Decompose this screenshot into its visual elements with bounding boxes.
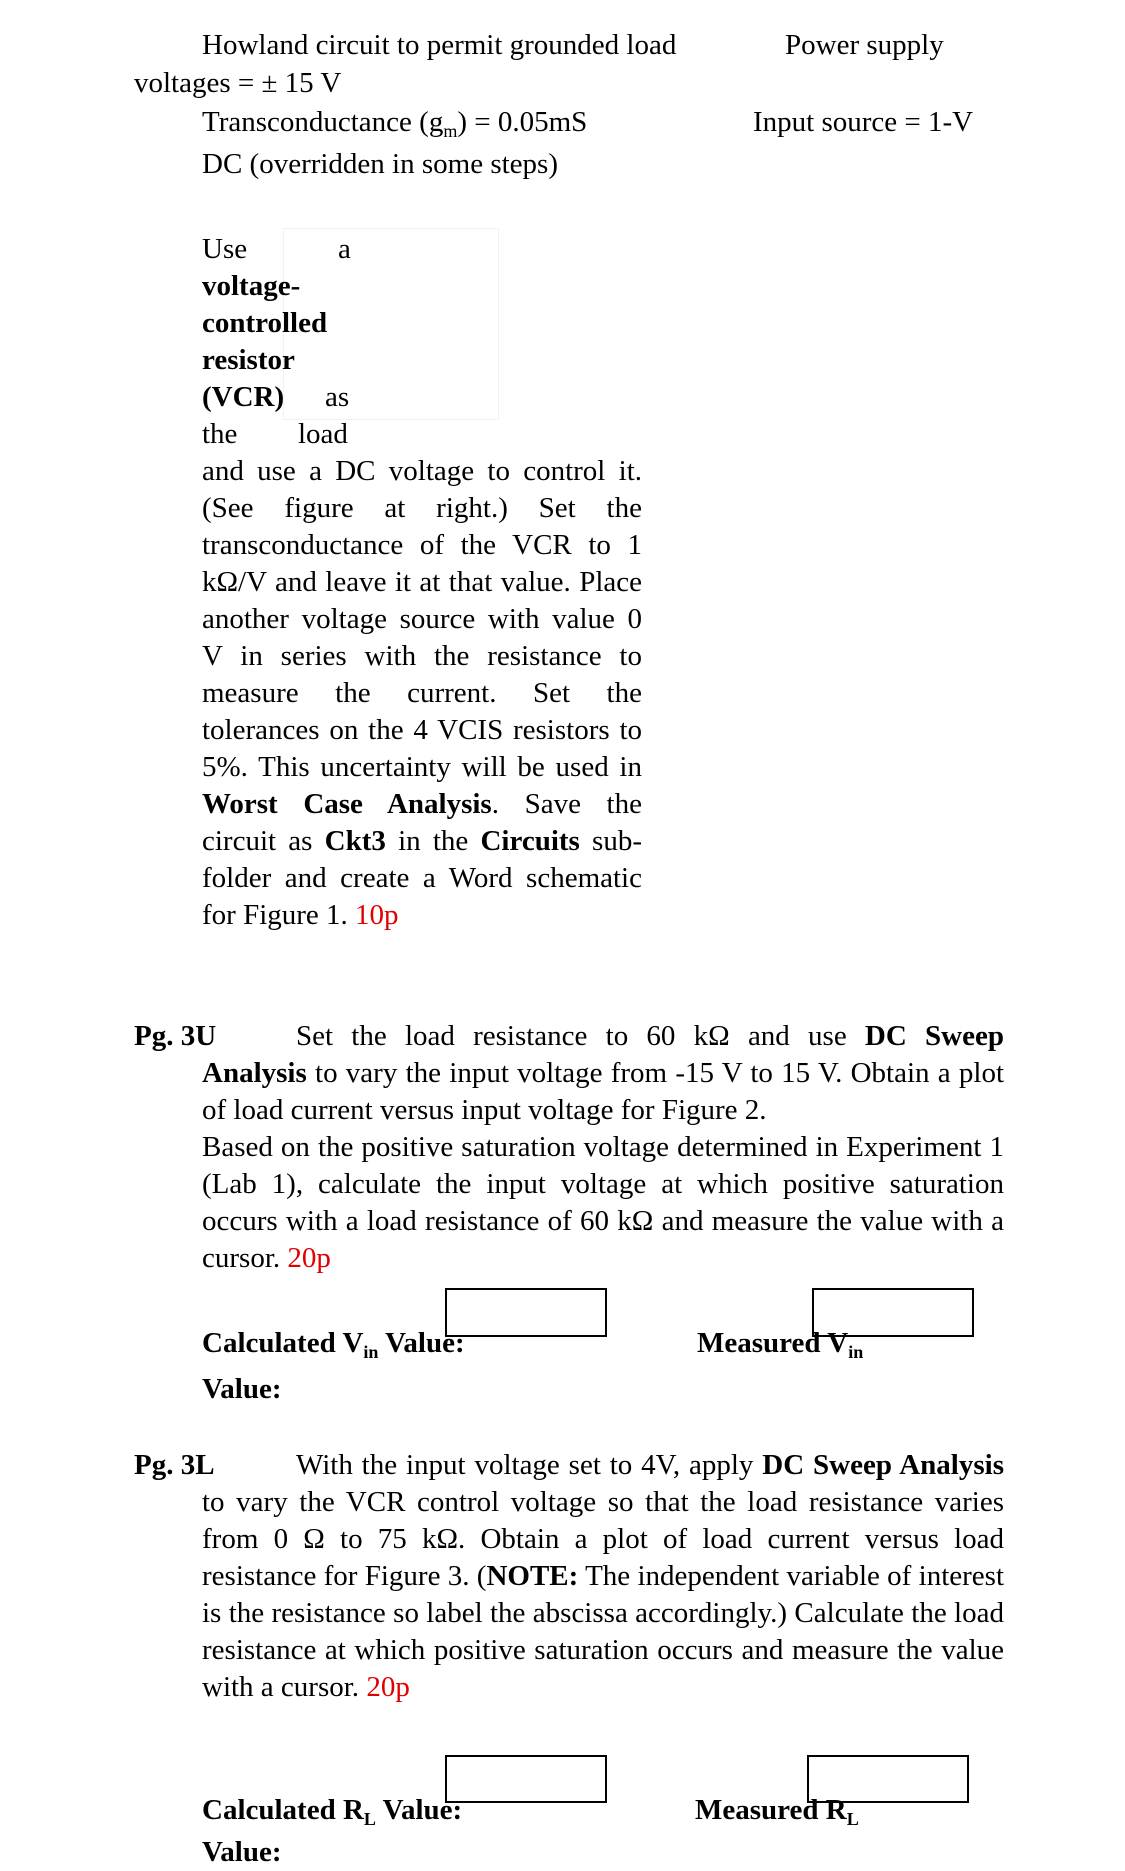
word-as: as [325,381,350,413]
section3-label: Pg. 3L [134,1449,215,1481]
calculated-vin-label: Calculated $V_{in}$ Value: [202,1327,465,1362]
word-use: Use [202,233,248,265]
header-line-1: Howland circuit to permit grounded load [202,29,677,61]
word-vcr: (VCR) [202,381,285,413]
measured-rl-box[interactable] [807,1755,969,1803]
section2-paragraph-2: Based on the positive saturation voltage determined in Experiment 1 (Lab 1), calculate the input voltage at which positive saturation occurs with a load resistance of 60 kΩ and measure the value with a cursor. 20p [202,1131,1004,1274]
header-line-2: voltages = ± 15 V [134,67,342,99]
word-voltage: voltage- [202,270,301,302]
measured-vin-box[interactable] [812,1288,974,1337]
section3-paragraph: With the input voltage set to 4V, apply DC Sweep Analysis to vary the VCR control voltage so that the load resistance varies from 0 Ω to 75 kΩ. Obtain a plot of load current versus load resistance for Figure 3. (NOTE: The independent variable of interest is the resistance so label the abscissa accordingly.) Calculate the load resistance at which positive saturation occurs and measure the value with a cursor. 20p [202,1449,1004,1703]
note-label: NOTE: [486,1560,579,1592]
dc-sweep-analysis: DC Sweep Analysis [202,1020,1004,1089]
gm-subscript: m [443,121,458,141]
dc-sweep-analysis-2: DC Sweep Analysis [762,1449,1004,1481]
header-line-3 [202,104,587,141]
section1-paragraph: and use a DC voltage to control it. (See figure at right.) Set the transconductance of the VCR to 1 kΩ/V and leave it at that value. Place another voltage source with value 0 V in series with the resistance to measure the current. Set the tolerances on the 4 VCIS resistors to 5%. This uncertainty will be used in Worst Case Analysis. Save the circuit as Ckt3 in the Circuits sub-folder and create a Word schematic for Figure 1. 10p [202,455,642,931]
worst-case-analysis: Worst Case Analysis [202,788,492,820]
section2-label: Pg. 3U [134,1020,217,1052]
word-the: the [202,418,238,450]
measured-rl-label: Measured $R_L$ [695,1794,859,1829]
measured-vin-label: Measured $V_{in}$ [697,1327,864,1362]
ckt3: Ckt3 [324,825,386,857]
section2-points: 20p [287,1242,331,1274]
word-controlled: controlled [202,307,328,339]
calculated-vin-box[interactable] [445,1288,607,1337]
calculated-rl-box[interactable] [445,1755,607,1803]
vin-value-word: Value: [202,1373,282,1405]
word-a: a [338,233,351,265]
header-input-source: Input source = 1-V [753,106,974,138]
transconductance-text: Transconductance (g [202,106,444,138]
word-resistor: resistor [202,344,295,376]
header-power-supply: Power supply [785,29,944,61]
word-load: load [298,418,348,450]
transconductance-value: ) = 0.05mS [457,106,588,138]
circuits-folder: Circuits [480,825,580,857]
header-line-4: DC (overridden in some steps) [202,148,558,180]
rl-value-word: Value: [202,1836,282,1868]
section3-points: 20p [366,1671,410,1703]
calculated-rl-label: Calculated $R_L$ Value: [202,1794,463,1829]
section2-paragraph: Set the load resistance to 60 kΩ and use DC Sweep Analysis to vary the input voltage from -15 V to 15 V. Obtain a plot of load current versus input voltage for Figure 2. [202,1020,1004,1126]
section1-points: 10p [355,899,399,931]
